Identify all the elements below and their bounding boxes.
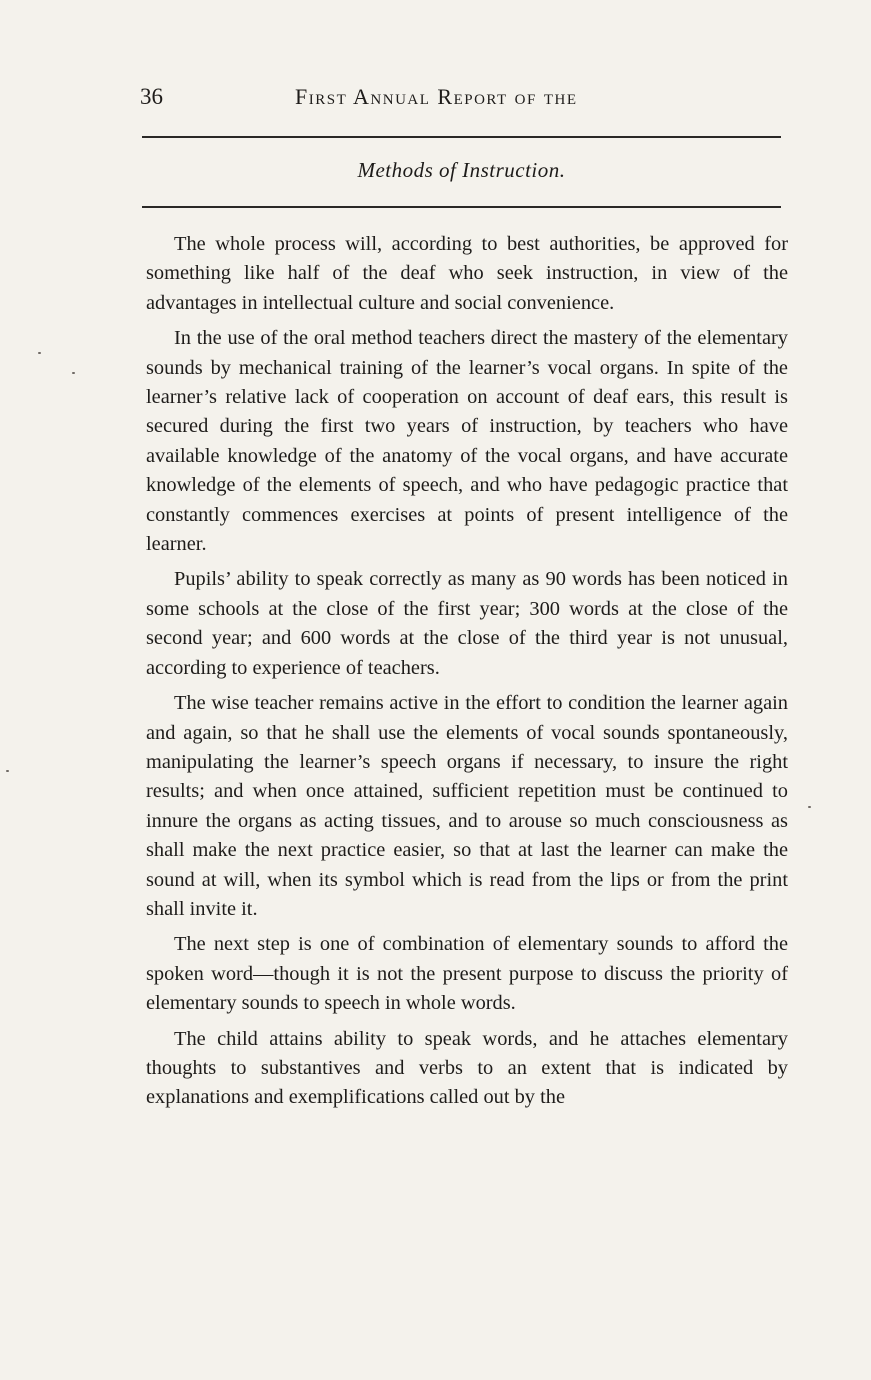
paragraph-1: The whole process will, according to best authorities, be approved for something like half of the deaf who seek instruction, in view of the advantages in intellectual culture and social convenience.: [146, 233, 788, 314]
paragraph-2: In the use of the oral method teachers direct the mastery of the elementary sounds by mechanical training of the learner’s vocal organs. In spite of the learner’s relative lack of cooperation on account of deaf ears, this result is secured during the first two years of instruction, by teachers who have available knowledge of the anatomy of the vocal organs, and have accurate knowledge of the elements of speech, and who have pedagogic practice that constantly commences exercises at points of present intelligence of the learner.: [146, 327, 788, 556]
page-number: 36: [140, 84, 163, 109]
scan-speck: [38, 352, 41, 354]
scan-speck: [808, 806, 811, 808]
running-head: First Annual Report of the: [295, 84, 578, 109]
scan-speck: [72, 372, 75, 374]
paragraph-3: Pupils’ ability to speak correctly as many as 90 words has been noticed in some schools at the close of the first year; 300 words at the close of the second year; and 600 words at the close of the third year is not unusual, according to experience of teachers.: [146, 568, 788, 679]
body-text: [146, 230, 788, 1119]
page-header: [140, 80, 781, 120]
header-rule-top: [142, 136, 781, 138]
paragraph-6: The child attains ability to speak words, and he attaches elementary thoughts to substantives and verbs to an extent that is indicated by explanations and exemplifications called out by the: [146, 1027, 788, 1109]
paragraph-5: The next step is one of combination of elementary sounds to afford the spoken word—though it is not the present purpose to discuss the priority of elementary sounds to speech in whole words.: [146, 933, 788, 1015]
paragraph-4: The wise teacher remains active in the effort to condition the learner again and again, so that he shall use the elements of vocal sounds spontaneously, manipulating the learner’s speech organs if necessary, to insure the right results; and when once attained, sufficient repetition must be continued to innure the organs as acting tissues, and to arouse so much consciousness as shall make the next practice easier, so that at last the learner can make the sound at will, when its symbol which is read from the lips or from the print shall invite it.: [146, 692, 788, 920]
scan-speck: [6, 770, 9, 772]
header-rule-bottom: [142, 206, 781, 208]
section-title: Methods of Instruction.: [357, 158, 566, 182]
